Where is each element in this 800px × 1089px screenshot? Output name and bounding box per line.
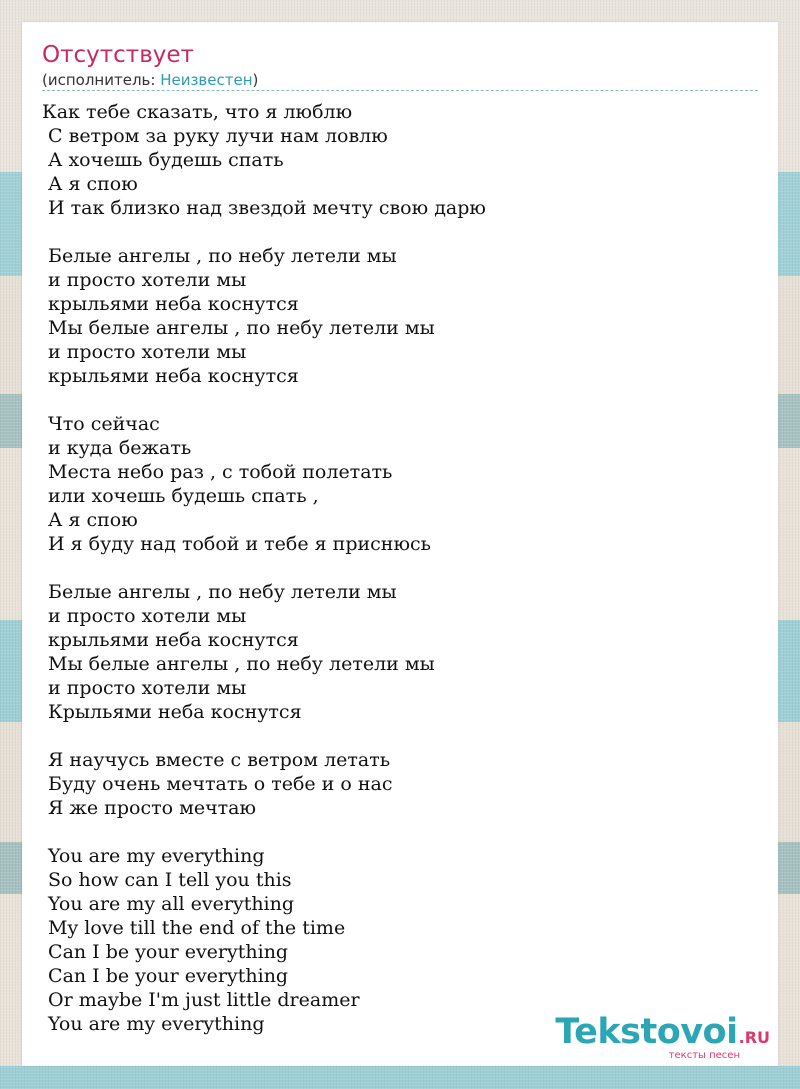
artist-suffix: ) (252, 71, 259, 89)
artist-line (42, 70, 258, 90)
site-logo[interactable] (555, 1014, 770, 1061)
header-divider (42, 90, 758, 91)
logo-domain: .RU (738, 1028, 770, 1047)
artist-prefix: (исполнитель: (42, 71, 161, 89)
logo-tagline: тексты песен (668, 1050, 740, 1061)
lyrics-text: Как тебе сказать, что я люблю С ветром за руку лучи нам ловлю А хочешь будешь спать А я спою И так близко над звездой мечту свою дарю Белые ангелы , по небу летели мы и просто хотели мы крыльями неба коснутся Мы белые ангелы , по небу летели мы и просто хотели мы крыльями неба коснутся Что сейчас и куда бежать Места небо раз , с тобой полетать или хочешь будешь спать , А я спою И я буду над тобой и тебе я приснюсь Белые ангелы , по небу летели мы и просто хотели мы крыльями неба коснутся Мы белые ангелы , по небу летели мы и просто хотели мы Крыльями неба коснутся Я научусь вместе с ветром летать Буду очень мечтать о тебе и о нас Я же просто мечтаю You are my everything So how can I tell you this You are my all everything My love till the end of the time Can I be your everything Can I be your everything Or maybe I'm just little dreamer You are my everything (42, 101, 486, 1035)
logo-wordmark (555, 1014, 770, 1050)
logo-name: Tekstovoi (555, 1012, 738, 1052)
lyrics-card (22, 22, 778, 1066)
artist-link[interactable]: Неизвестен (160, 71, 253, 89)
song-title: Отсутствует (42, 42, 194, 68)
